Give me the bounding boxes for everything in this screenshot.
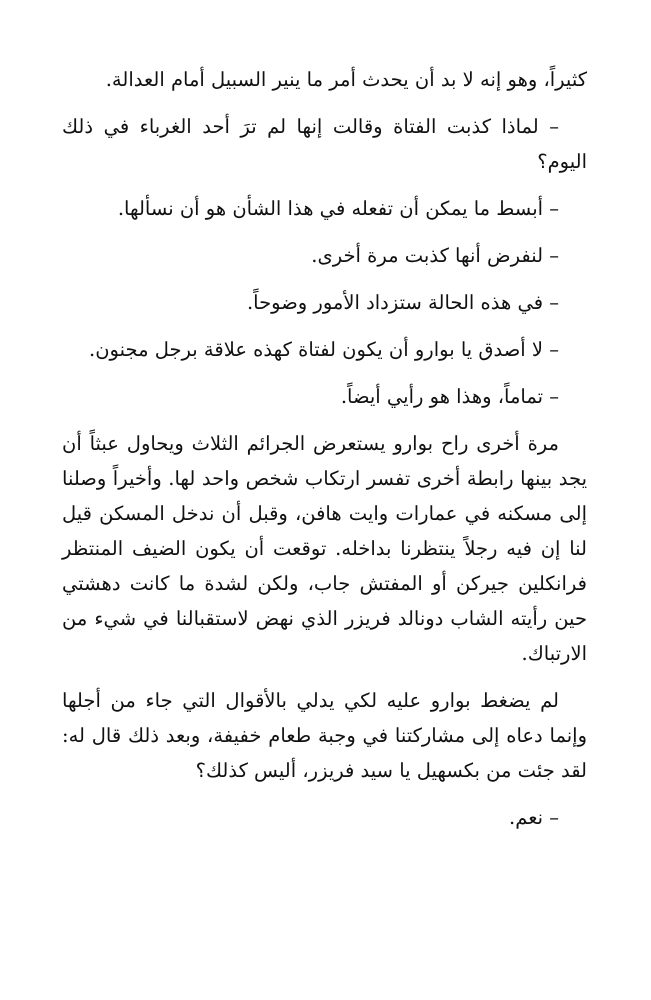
narrative-paragraph: لم يضغط بوارو عليه لكي يدلي بالأقوال التي جاء من أجلها وإنما دعاه إلى مشاركتنا في وجبة طعام خفيفة، وبعد ذلك قال له: لقد جئت من بكسهيل يا سيد فريزر، أليس كذلك؟ [62,689,587,782]
dialogue-line: – في هذه الحالة ستزداد الأمور وضوحاً. [246,291,559,314]
paragraph-continuation: كثيراً، وهو إنه لا بد أن يحدث أمر ما ينير السبيل أمام العدالة. [105,68,587,91]
dialogue-line: – تماماً، وهذا هو رأيي أيضاً. [340,385,559,408]
dialogue-line: – لا أصدق يا بوارو أن يكون لفتاة كهذه علاقة برجل مجنون. [89,338,559,361]
dialogue-line: – لنفرض أنها كذبت مرة أخرى. [311,244,559,267]
narrative-paragraph: مرة أخرى راح بوارو يستعرض الجرائم الثلاث ويحاول عبثاً أن يجد بينها رابطة أخرى تفسر ارتكاب شخص واحد لها. وأخيراً وصلنا إلى مسكنه في عمارات وايت هافن، وقبل أن ندخل المسكن قيل لنا إن فيه رجلاً ينتظرنا بداخله. توقعت أن يكون الضيف المنتظر فرانكلين جيركن أو المفتش جاب، ولكن لشدة ما كانت دهشتي حين رأيته الشاب دونالد فريزر الذي نهض لاستقبالنا في شيء من الارتباك. [62,432,587,665]
dialogue-line: – نعم. [509,806,559,829]
dialogue-line: – لماذا كذبت الفتاة وقالت إنها لم ترَ أحد الغرباء في ذلك اليوم؟ [62,115,587,173]
dialogue-line: – أبسط ما يمكن أن تفعله في هذا الشأن هو أن نسألها. [117,197,559,220]
